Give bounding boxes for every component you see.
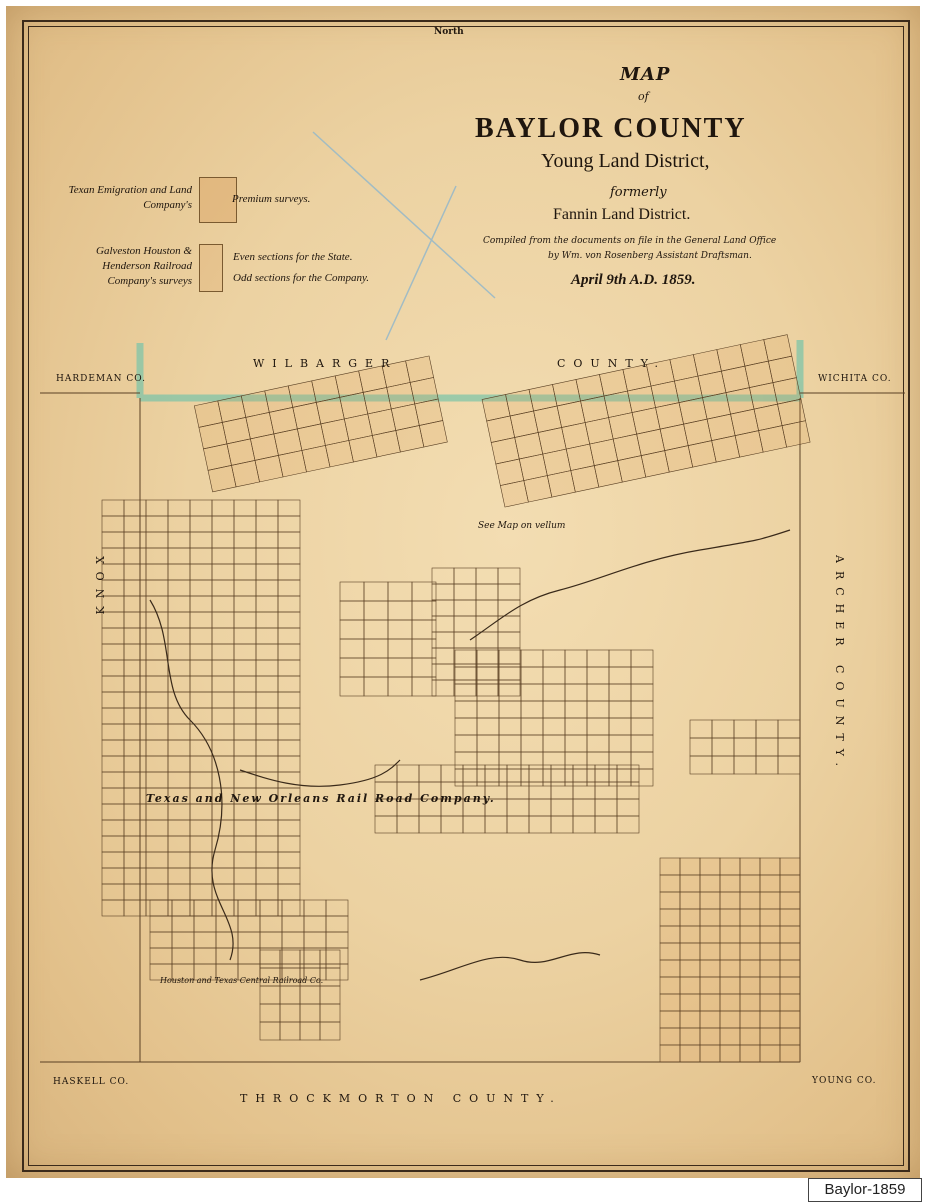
legend-swatch-railroad bbox=[199, 244, 223, 292]
see-map-note: See Map on vellum bbox=[478, 521, 566, 531]
map-date: April 9th A.D. 1859. bbox=[571, 272, 696, 288]
map-title: BAYLOR COUNTY bbox=[475, 113, 747, 144]
catalog-stamp: Baylor-1859 bbox=[808, 1178, 922, 1202]
county-young: YOUNG CO. bbox=[812, 1076, 877, 1086]
survey-block bbox=[340, 582, 436, 696]
survey-block bbox=[432, 568, 520, 696]
blue-pencil-marks bbox=[313, 132, 495, 340]
houston-central-label: Houston and Texas Central Railroad Co. bbox=[160, 976, 324, 985]
county-wilbarger-suffix: COUNTY. bbox=[557, 357, 667, 370]
county-knox: KNOX bbox=[94, 548, 107, 615]
map-of: of bbox=[638, 90, 649, 103]
survey-block bbox=[690, 720, 800, 774]
survey-grids bbox=[102, 335, 810, 1062]
former-district: Fannin Land District. bbox=[553, 206, 691, 223]
county-wichita: WICHITA CO. bbox=[818, 374, 892, 384]
legend-group1-desc: Premium surveys. bbox=[232, 193, 311, 205]
county-hardeman: HARDEMAN CO. bbox=[56, 374, 146, 384]
legend-odd-sections: Odd sections for the Company. bbox=[233, 272, 369, 284]
legend-even-sections: Even sections for the State. bbox=[233, 251, 353, 263]
county-wilbarger: WILBARGER bbox=[253, 357, 398, 370]
survey-block bbox=[260, 950, 340, 1040]
railroad-label: Texas and New Orleans Rail Road Company. bbox=[146, 792, 496, 805]
compiled-note: Compiled from the documents on file in the General Land Office bbox=[483, 236, 777, 246]
survey-block bbox=[102, 500, 300, 916]
legend-group1-label: Texan Emigration and Land Company's bbox=[68, 184, 192, 211]
district-subtitle: Young Land District, bbox=[541, 150, 710, 172]
survey-block bbox=[660, 858, 800, 1062]
legend-group2-label: Galveston Houston & Henderson Railroad Company's surveys bbox=[96, 245, 192, 287]
formerly-label: formerly bbox=[610, 185, 667, 200]
map-heading: MAP bbox=[620, 64, 671, 85]
county-haskell: HASKELL CO. bbox=[53, 1077, 130, 1087]
county-archer: ARCHER COUNTY. bbox=[833, 555, 846, 775]
survey-block bbox=[194, 356, 447, 492]
county-throckmorton: THROCKMORTON COUNTY. bbox=[240, 1092, 562, 1105]
north-label: North bbox=[434, 27, 464, 37]
draftsman-note: by Wm. von Rosenberg Assistant Draftsman. bbox=[548, 251, 752, 261]
